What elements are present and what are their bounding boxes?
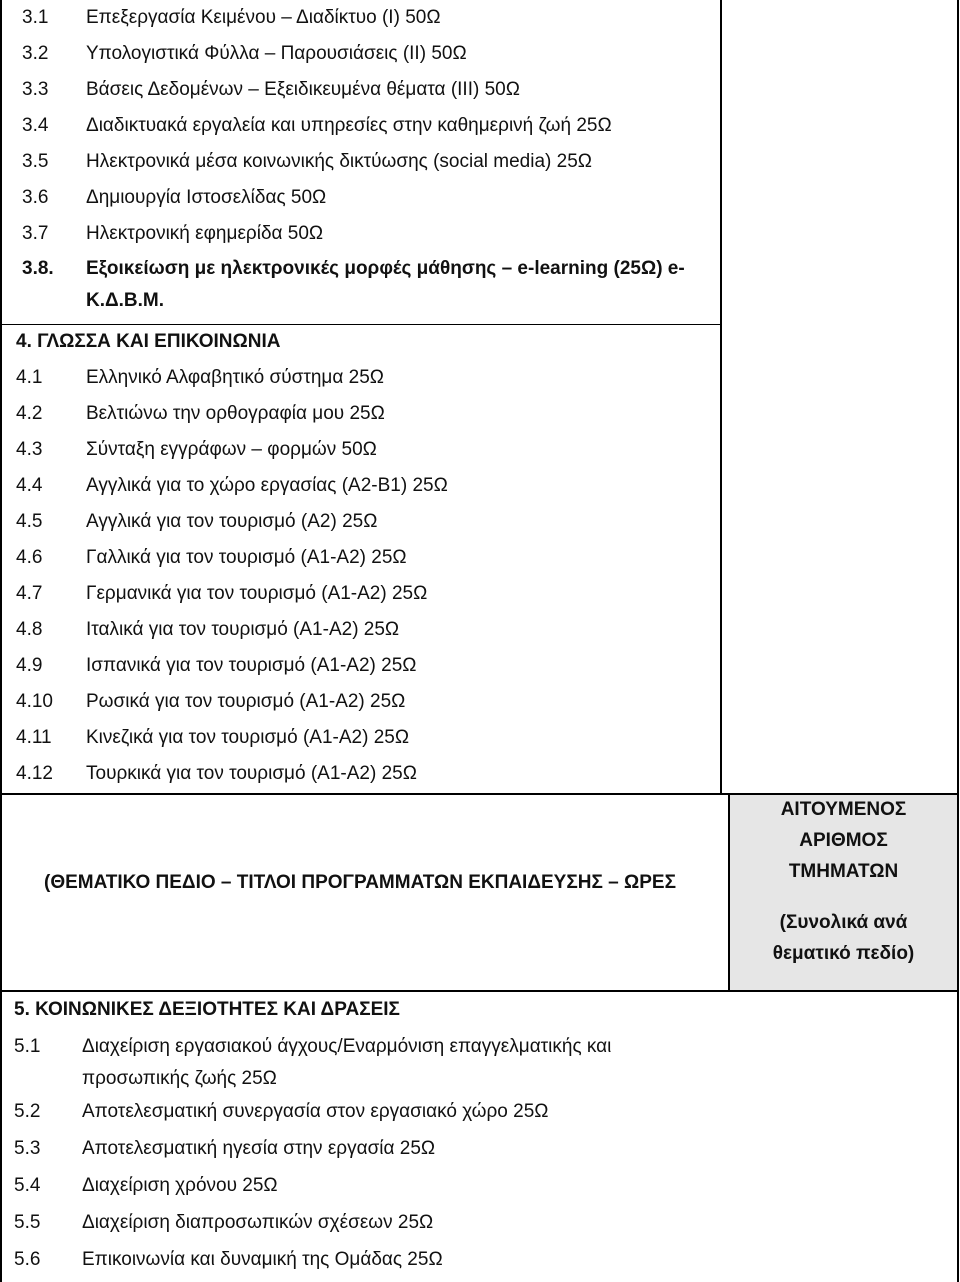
- item-number: 5.2: [14, 1101, 41, 1122]
- item-number: 3.8.: [22, 258, 54, 279]
- section5-left-border: [0, 990, 2, 1282]
- item-text: Διαχείριση διαπροσωπικών σχέσεων 25Ω: [82, 1212, 434, 1233]
- header-right-line3: ΤΜΗΜΑΤΩΝ: [788, 861, 899, 882]
- item-number: 3.1: [22, 7, 49, 28]
- header-right-line4: (Συνολικά ανά: [779, 912, 908, 933]
- item-text: Υπολογιστικά Φύλλα – Παρουσιάσεις (ΙΙ) 50Ω: [86, 43, 467, 64]
- item-text: Αποτελεσματική ηγεσία στην εργασία 25Ω: [82, 1138, 436, 1159]
- section4-title: 4. ΓΛΩΣΣΑ ΚΑΙ ΕΠΙΚΟΙΝΩΝΙΑ: [16, 331, 281, 352]
- item-number: 4.1: [16, 367, 43, 388]
- item-number: 3.4: [22, 115, 49, 136]
- item-text: Γερμανικά για τον τουρισμό (Α1-Α2) 25Ω: [86, 583, 428, 604]
- header-right-line5: θεματικό πεδίο): [772, 943, 915, 964]
- section5-title: 5. ΚΟΙΝΩΝΙΚΕΣ ΔΕΞΙΟΤΗΤΕΣ ΚΑΙ ΔΡΑΣΕΙΣ: [14, 999, 400, 1020]
- top-table-right-border: [957, 0, 959, 795]
- item-text: Γαλλικά για τον τουρισμό (Α1-Α2) 25Ω: [86, 547, 407, 568]
- section4-top-border: [0, 324, 720, 325]
- item-number: 4.2: [16, 403, 43, 424]
- item-text: Ισπανικά για τον τουρισμό (Α1-Α2) 25Ω: [86, 655, 417, 676]
- item-text: Ιταλικά για τον τουρισμό (Α1-Α2) 25Ω: [86, 619, 400, 640]
- item-text: Ελληνικό Αλφαβητικό σύστημα 25Ω: [86, 367, 384, 388]
- item-number: 4.9: [16, 655, 43, 676]
- item-text: Ηλεκτρονική εφημερίδα 50Ω: [86, 223, 324, 244]
- item-text: Βάσεις Δεδομένων – Εξειδικευμένα θέματα (ΙΙΙ) 50Ω: [86, 79, 520, 100]
- item-number: 5.4: [14, 1175, 41, 1196]
- item-number: 4.10: [16, 691, 53, 712]
- top-table-left-border: [0, 0, 2, 795]
- item-number: 5.5: [14, 1212, 41, 1233]
- item-text: Κινεζικά για τον τουρισμό (Α1-Α2) 25Ω: [86, 727, 410, 748]
- item-number: 3.2: [22, 43, 49, 64]
- list-item-3-8-cont: Κ.Δ.Β.Μ.: [86, 290, 165, 311]
- section5-right-border: [957, 990, 959, 1282]
- item-number: 4.5: [16, 511, 43, 532]
- header-left-title: (ΘΕΜΑΤΙΚΟ ΠΕΔΙΟ – ΤΙΤΛΟΙ ΠΡΟΓΡΑΜΜΑΤΩΝ ΕΚΠΑΙΔΕΥΣΗΣ – ΩΡΕΣ: [44, 872, 676, 893]
- item-text: Ρωσικά για τον τουρισμό (Α1-Α2) 25Ω: [86, 691, 406, 712]
- header-right-border: [957, 793, 959, 992]
- item-text: Σύνταξη εγγράφων – φορμών 50Ω: [86, 439, 377, 460]
- item-text: Επεξεργασία Κειμένου – Διαδίκτυο (Ι) 50Ω: [86, 7, 441, 28]
- item-number: 4.12: [16, 763, 53, 784]
- item-text: Αγγλικά για το χώρο εργασίας (Α2-Β1) 25Ω: [86, 475, 448, 496]
- header-right-line1: ΑΙΤΟΥΜΕΝΟΣ: [780, 799, 907, 820]
- item-number: 5.3: [14, 1138, 41, 1159]
- header-bottom-border: [0, 990, 959, 992]
- item-text: Διαχείριση εργασιακού άγχους/Εναρμόνιση επαγγελματικής και: [82, 1036, 612, 1057]
- item-text: Εξοικείωση με ηλεκτρονικές μορφές μάθησης – e-learning (25Ω) e-: [86, 258, 685, 279]
- header-left-border: [0, 793, 2, 992]
- top-table-divider: [720, 0, 722, 795]
- item-text: Επικοινωνία και δυναμική της Ομάδας 25Ω: [82, 1249, 443, 1270]
- header-right-title: [730, 794, 957, 969]
- item-text: Διαχείριση χρόνου 25Ω: [82, 1175, 278, 1196]
- item-number: 3.7: [22, 223, 49, 244]
- item-text: Διαδικτυακά εργαλεία και υπηρεσίες στην καθημερινή ζωή 25Ω: [86, 115, 612, 136]
- item-number: 5.6: [14, 1249, 41, 1270]
- item-number: 5.1: [14, 1036, 41, 1057]
- item-text: Δημιουργία Ιστοσελίδας 50Ω: [86, 187, 327, 208]
- item-number: 4.8: [16, 619, 43, 640]
- item-number: 4.6: [16, 547, 43, 568]
- item-number: 3.3: [22, 79, 49, 100]
- item-number: 4.3: [16, 439, 43, 460]
- item-number: 3.6: [22, 187, 49, 208]
- item-text: Ηλεκτρονικά μέσα κοινωνικής δικτύωσης (social media) 25Ω: [86, 151, 592, 172]
- item-text: Αγγλικά για τον τουρισμό (Α2) 25Ω: [86, 511, 378, 532]
- item-number: 4.4: [16, 475, 43, 496]
- list-item-5-1-cont: προσωπικής ζωής 25Ω: [82, 1068, 277, 1089]
- item-text: Τουρκικά για τον τουρισμό (Α1-Α2) 25Ω: [86, 763, 417, 784]
- item-number: 4.11: [16, 727, 52, 748]
- header-right-line2: ΑΡΙΘΜΟΣ: [799, 830, 888, 851]
- item-number: 3.5: [22, 151, 49, 172]
- item-text: Αποτελεσματική συνεργασία στον εργασιακό χώρο 25Ω: [82, 1101, 549, 1122]
- item-text: Βελτιώνω την ορθογραφία μου 25Ω: [86, 403, 385, 424]
- item-number: 4.7: [16, 583, 43, 604]
